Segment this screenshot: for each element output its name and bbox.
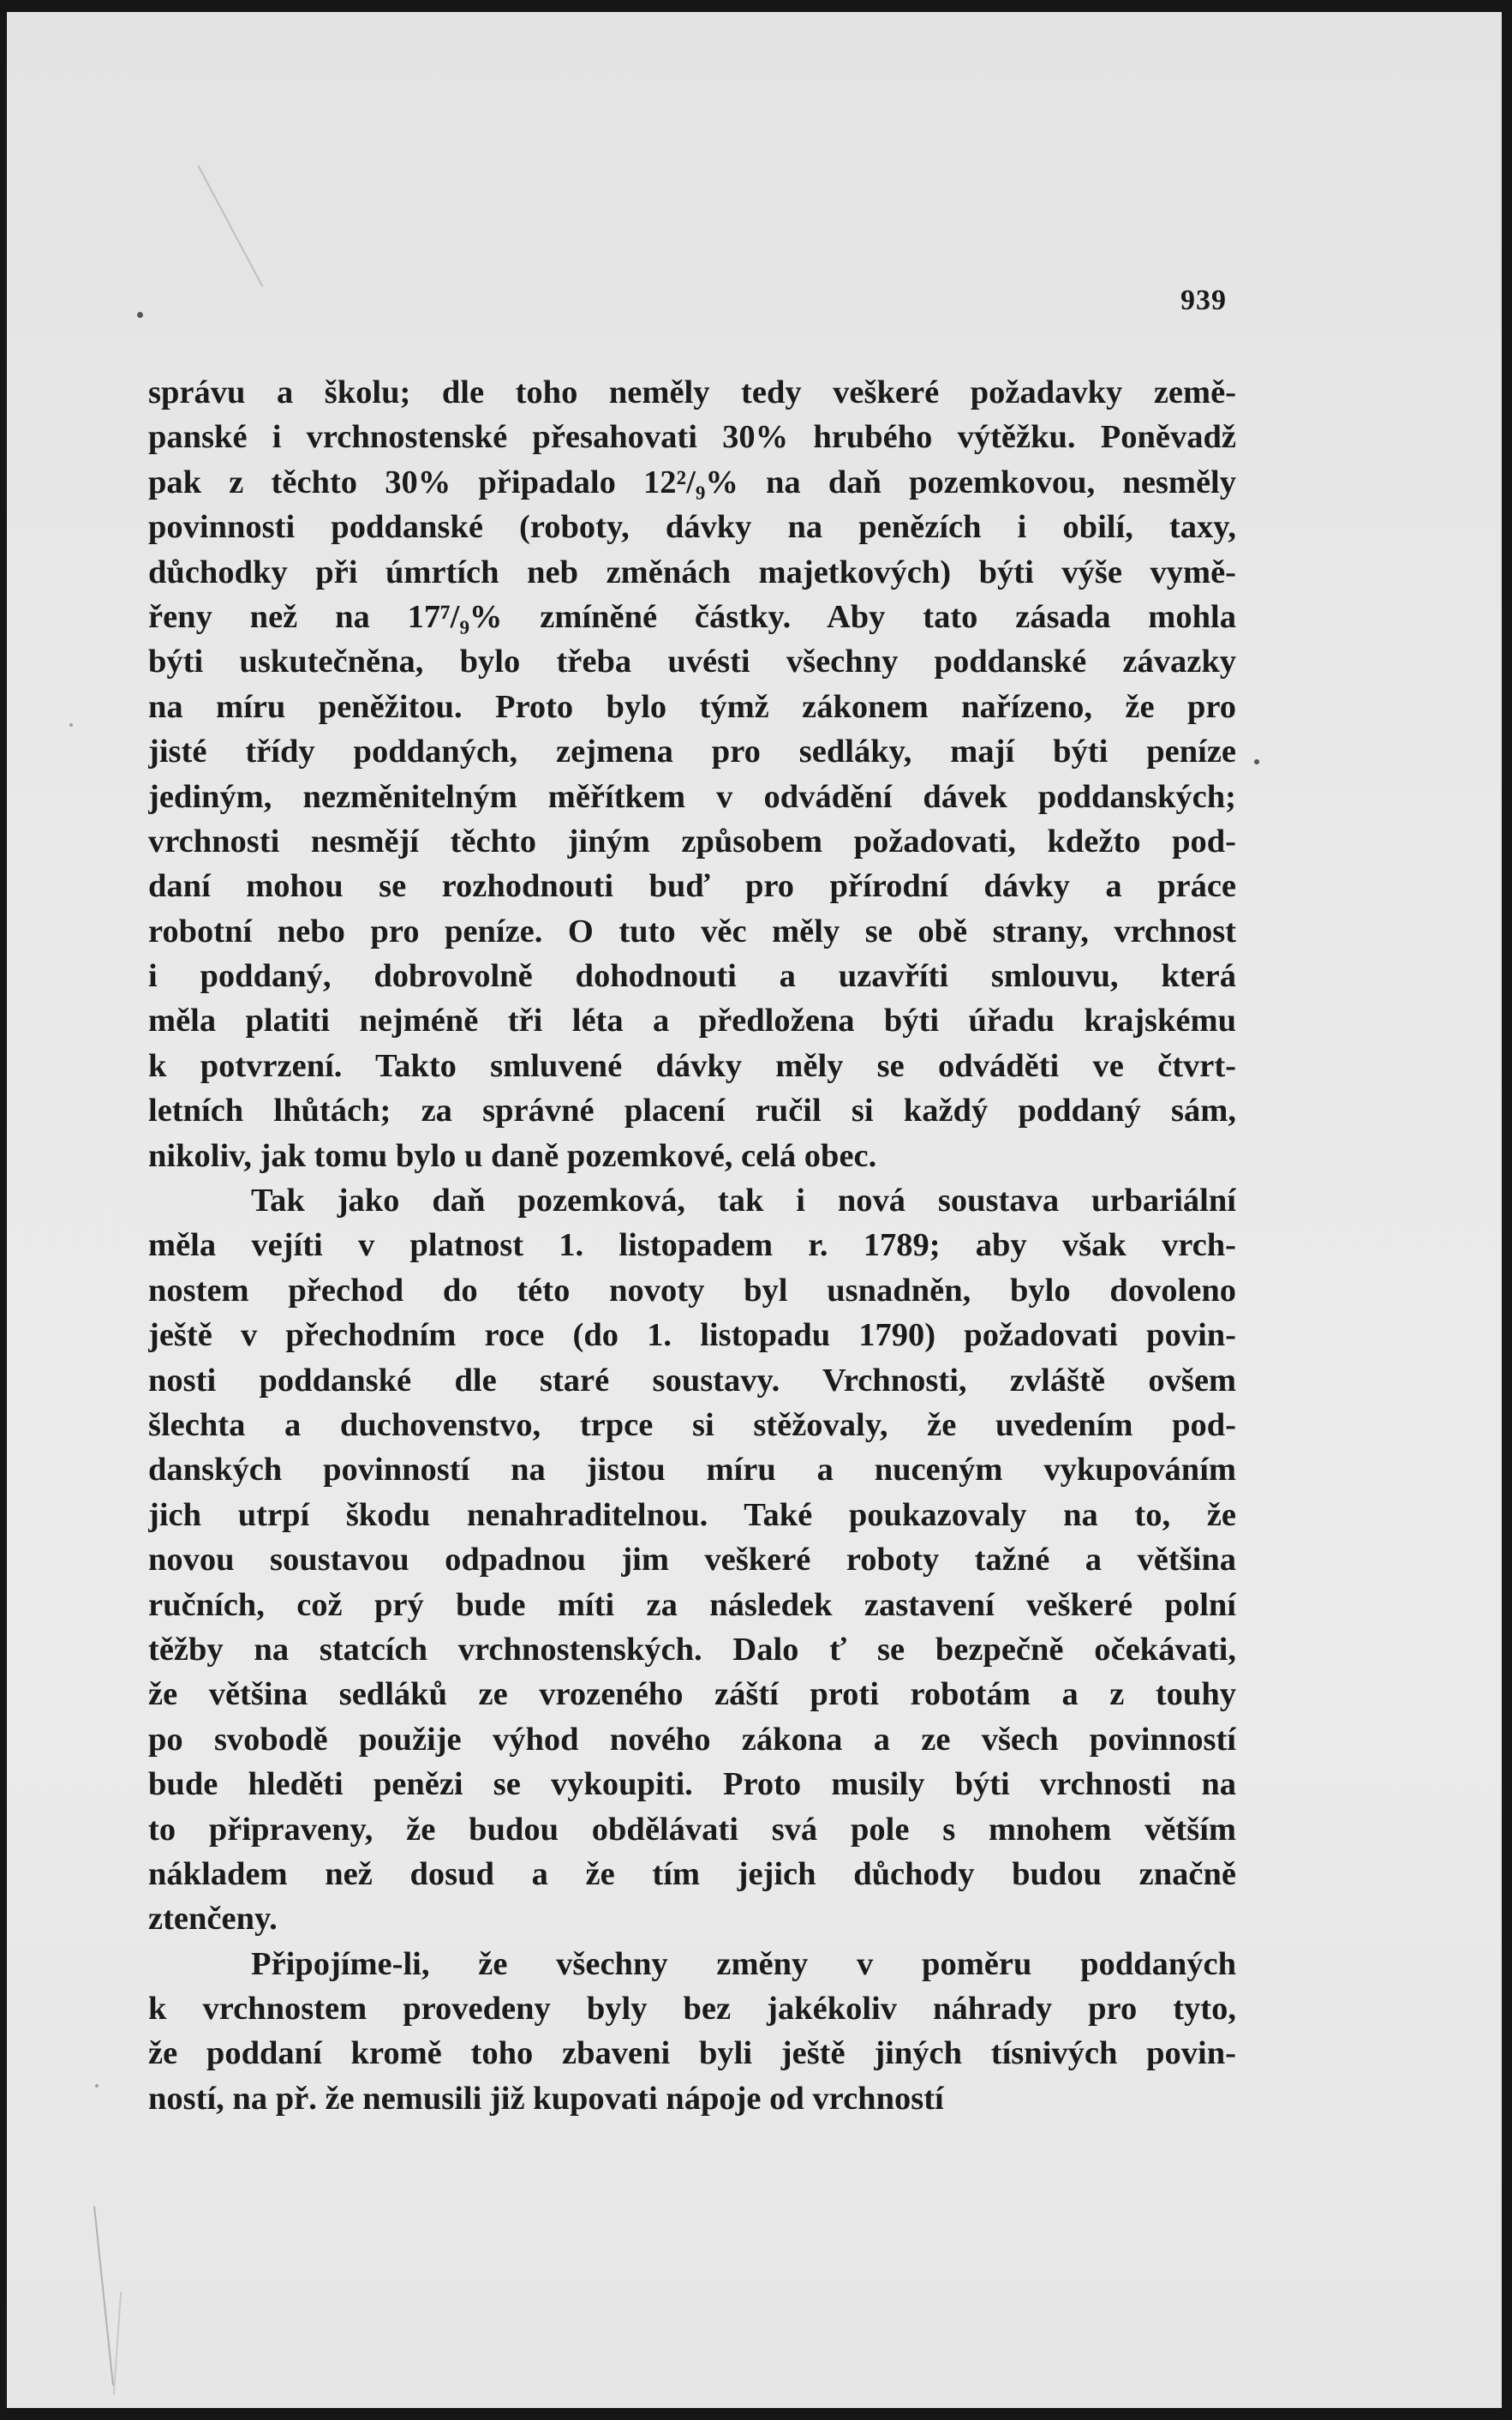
text-line: jich utrpí škodu nenahraditelnou. Také poukazovaly na to, že — [148, 1496, 1236, 1533]
text-line: to připraveny, že budou obdělávati svá pole s mnohem větším — [148, 1811, 1236, 1848]
text-line: i poddaný, dobrovolně dohodnouti a uzavříti smlouvu, která — [148, 958, 1236, 995]
text-line: bude hleděti penězi se vykoupiti. Proto musily býti vrchnosti na — [148, 1766, 1236, 1803]
text-line: ještě v přechodním roce (do 1. listopadu 1790) požadovati povin- — [148, 1317, 1236, 1354]
text-line: těžby na statcích vrchnostenských. Dalo ť se bezpečně očekávati, — [148, 1631, 1236, 1668]
scan-scratch — [113, 2291, 122, 2394]
scan-scratch — [93, 2206, 114, 2385]
text-line: nosti poddanské dle staré soustavy. Vrchnosti, zvláště ovšem — [148, 1362, 1236, 1399]
text-line: robotní nebo pro peníze. O tuto věc měly se obě strany, vrchnost — [148, 913, 1236, 949]
text-line: danských povinností na jistou míru a nuceným vykupováním — [148, 1452, 1236, 1489]
text-line: ztenčeny. — [148, 1901, 278, 1938]
text-line: po svobodě použije výhod nového zákona a ze všech povinností — [148, 1721, 1236, 1758]
text-line: důchodky při úmrtích neb změnách majetkových) býti výše vymě- — [148, 554, 1236, 590]
text-line: měla platiti nejméně tři léta a předložena býti úřadu krajskému — [148, 1003, 1236, 1039]
text-line: že poddaní kromě toho zbaveni byli ještě jiných tísnivých povin- — [148, 2035, 1236, 2072]
text-line: správu a školu; dle toho neměly tedy veškeré požadavky země- — [148, 374, 1236, 410]
scan-scratch — [198, 165, 264, 287]
scan-speck — [69, 723, 73, 727]
text-line: daní mohou se rozhodnouti buď pro přírodní dávky a práce — [148, 868, 1236, 905]
text-line: na míru peněžitou. Proto bylo týmž zákonem nařízeno, že pro — [148, 688, 1236, 725]
text-line: povinnosti poddanské (roboty, dávky na penězích i obilí, taxy, — [148, 509, 1236, 546]
text-line: pak z těchto 30% připadalo 12²/₉% na daň pozemkovou, nesměly — [148, 464, 1236, 500]
text-line: Připojíme-li, že všechny změny v poměru poddaných — [251, 1945, 1236, 1982]
text-line: řeny než na 17⁷/₉% zmíněné částky. Aby tato zásada mohla — [148, 598, 1236, 635]
scan-speck — [1254, 759, 1259, 764]
paragraph — [148, 1178, 1236, 1942]
body-text — [148, 370, 1236, 2121]
scan-speck — [95, 2084, 99, 2088]
text-line: že většina sedláků ze vrozeného záští proti robotám a z touhy — [148, 1676, 1236, 1713]
scan-speck — [137, 312, 143, 318]
text-line: nikoliv, jak tomu bylo u daně pozemkové, celá obec. — [148, 1137, 877, 1174]
page-number: 939 — [1180, 285, 1227, 316]
text-line: k vrchnostem provedeny byly bez jakékoliv náhrady pro tyto, — [148, 1991, 1236, 2028]
text-line: Tak jako daň pozemková, tak i nová soustava urbariální — [251, 1183, 1236, 1219]
text-line: jediným, nezměnitelným měřítkem v odvádění dávek poddanských; — [148, 778, 1236, 815]
text-line: ností, na př. že nemusili již kupovati nápoje od vrchností — [148, 2080, 944, 2117]
text-line: šlechta a duchovenstvo, trpce si stěžovaly, že uvedením pod- — [148, 1406, 1236, 1443]
text-line: k potvrzení. Takto smluvené dávky měly se odváděti ve čtvrt- — [148, 1047, 1236, 1084]
text-line: ručních, což prý bude míti za následek zastavení veškeré polní — [148, 1586, 1236, 1623]
paragraph — [148, 1942, 1236, 2122]
text-line: měla vejíti v platnost 1. listopadem r. 1789; aby však vrch- — [148, 1227, 1236, 1264]
text-line: letních lhůtách; za správné placení ručil si každý poddaný sám, — [148, 1093, 1236, 1129]
text-line: novou soustavou odpadnou jim veškeré roboty tažné a většina — [148, 1542, 1236, 1578]
text-line: nákladem než dosud a že tím jejich důchody budou značně — [148, 1855, 1236, 1892]
paragraph — [148, 370, 1236, 1178]
text-line: vrchnosti nesmějí těchto jiným způsobem požadovati, kdežto pod- — [148, 823, 1236, 860]
book-page — [7, 12, 1502, 2408]
text-line: panské i vrchnostenské přesahovati 30% hrubého výtěžku. Poněvadž — [148, 419, 1236, 456]
text-line: nostem přechod do této novoty byl usnadněn, bylo dovoleno — [148, 1272, 1236, 1309]
text-line: jisté třídy poddaných, zejmena pro sedláky, mají býti peníze — [148, 734, 1236, 770]
text-line: býti uskutečněna, bylo třeba uvésti všechny poddanské závazky — [148, 644, 1236, 680]
